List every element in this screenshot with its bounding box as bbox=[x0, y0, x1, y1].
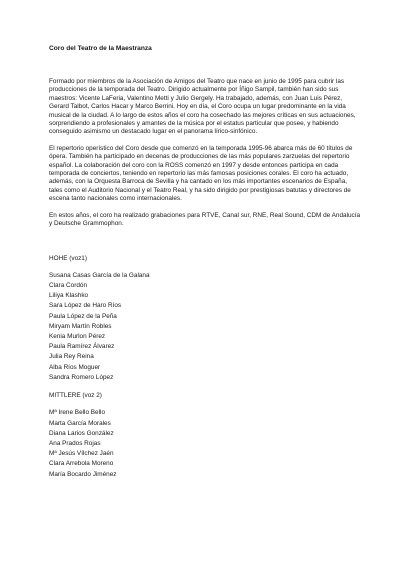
list-item: Mª Jesús Vílchez Jaén bbox=[49, 450, 114, 458]
paragraph-repertoire: El repertorio operístico del Coro desde que comenzó en la temporada 1995-96 abarca más de 60 títulos de ópera. También ha participado en decenas de producciones de las más populares zarzuelas del repertorio español. La colaboración del coro con la ROSS comenzó en 1997 y desde entonces participa en cada temporada de conciertos, teniendo en repertorio las más famosas posiciones corales. El coro ha actuado, además, con la Orquesta Barroca de Sevilla y ha cantado en los más importantes escenarios de España, tales como el Auditorio Nacional y el Teatro Real, y ha sido dirigido por prestigiosas batutas y directores de escena tanto nacionales como internacionales. bbox=[49, 144, 353, 203]
list-item: Sandra Romero López bbox=[49, 373, 114, 381]
paragraph-history: Formado por miembros de la Asociación de Amigos del Teatro que nace en junio de 1995 para cubrir las producciones de la temporada del Teatro. Dirigido actualmente por Íñigo Sampil, también han sido sus maestros: Vicente LaFeria, Valentino Metti y Julio Gergely. Ha trabajado, además, con Juan Luis Pérez, Gerard Talbot, Carlos Hacar y Marco Berrini. Hoy en día, el Coro ocupa un lugar predominante en la vida musical de la ciudad. A lo largo de estos años el coro ha cosechado las mejores críticas en sus actuaciones, sorprendiendo a profesionales y amantes de la música por el estatus particular que posee, y habiendo conseguido asimismo un destacado lugar en el panorama lírico-sinfónico. bbox=[49, 78, 356, 136]
list-item: Kenia Murlon Pérez bbox=[49, 333, 106, 341]
list-item: Clara Arrebola Moreno bbox=[49, 460, 114, 468]
list-item: Clara Cordón bbox=[49, 282, 88, 290]
list-item: Mª Irene Bello Bello bbox=[49, 409, 106, 417]
paragraph-recordings: En estos años, el coro ha realizado grabaciones para RTVE, Canal sur, RNE, Real Sound, CDM de Andalucía y Deutsche Grammophon. bbox=[49, 211, 361, 228]
list-item: Liliya Klashko bbox=[49, 292, 89, 300]
list-item: Sara López de Haro Ríos bbox=[49, 302, 122, 310]
document-title: Coro del Teatro de la Maestranza bbox=[49, 45, 152, 52]
list-item: María Bocardo Jiménez bbox=[49, 470, 117, 478]
section-heading-mittlere: MITTLERE (voz 2) bbox=[49, 391, 102, 399]
list-item: Alba Ríos Moguer bbox=[49, 363, 101, 371]
member-list-hohe bbox=[49, 271, 361, 383]
list-item: Diana Larios González bbox=[49, 429, 114, 437]
list-item: Miryam Martín Robles bbox=[49, 322, 112, 330]
document-body bbox=[49, 44, 361, 489]
member-list-mittlere bbox=[49, 408, 361, 479]
list-item: Paula Ramírez Álvarez bbox=[49, 343, 115, 351]
list-item: Paula López de la Peña bbox=[49, 312, 117, 320]
section-heading-hohe: HOHE (voz1) bbox=[49, 254, 87, 262]
list-item: Marta García Morales bbox=[49, 419, 111, 427]
list-item: Ana Prados Rojas bbox=[49, 439, 101, 447]
list-item: Susana Casas García de la Galana bbox=[49, 271, 150, 279]
list-item: Julia Rey Reina bbox=[49, 353, 94, 361]
